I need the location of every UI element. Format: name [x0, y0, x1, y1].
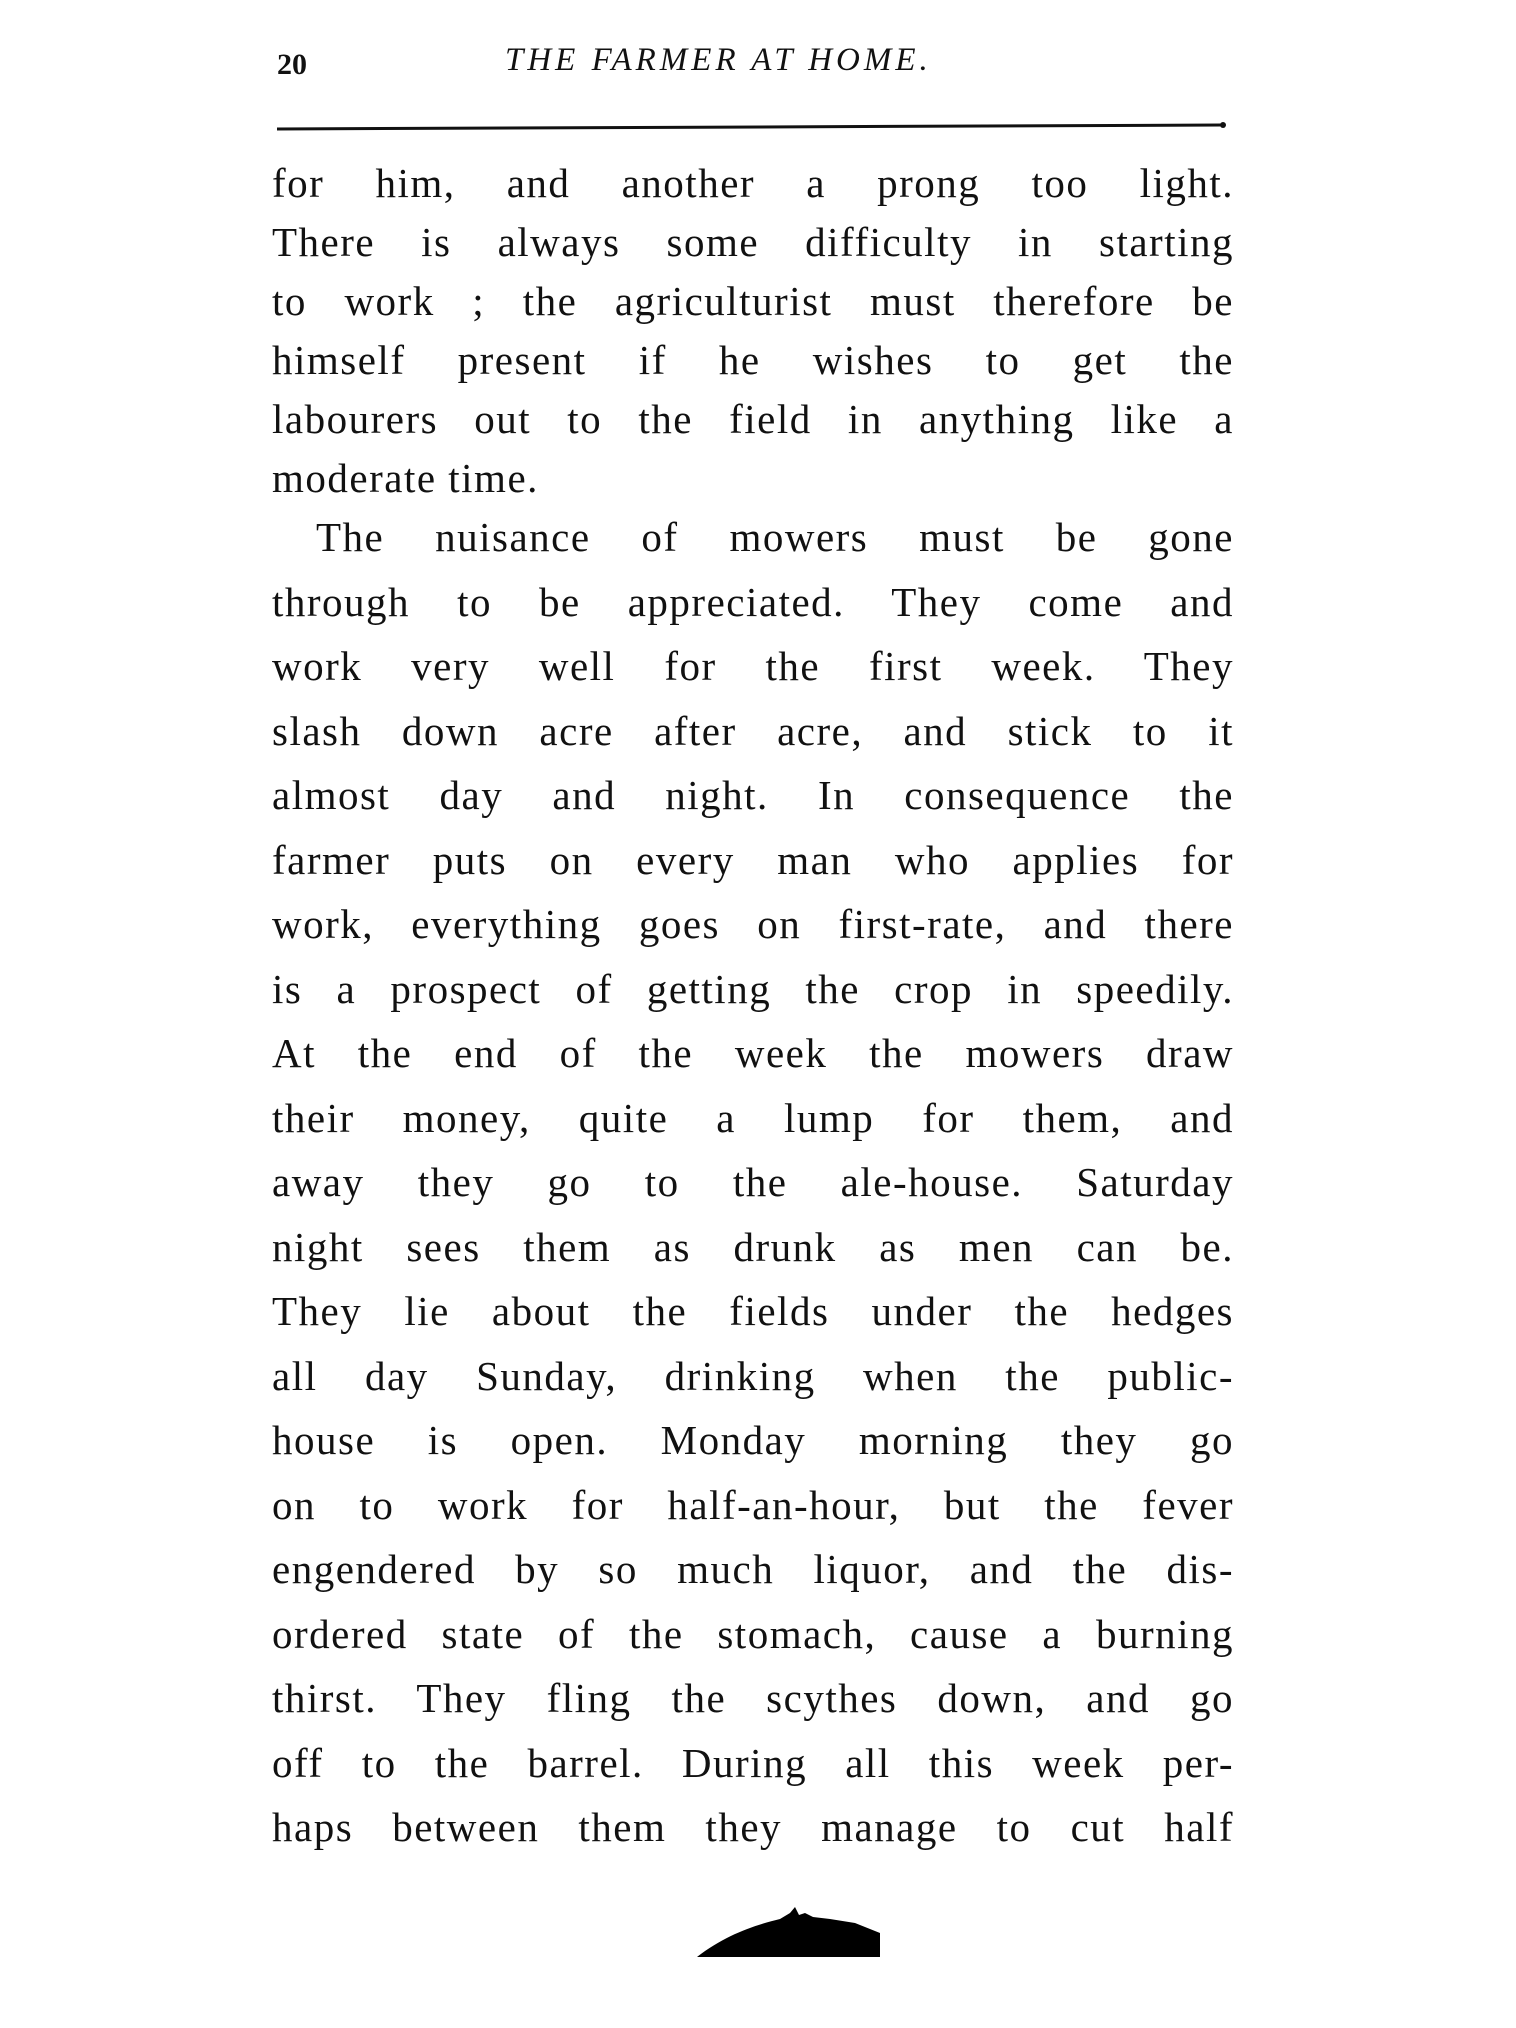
text-line: The nuisance of mowers must be gone	[316, 514, 1234, 560]
text-line: house is open. Monday morning they go	[272, 1417, 1234, 1463]
text-line: through to be appreciated. They come and	[272, 578, 1234, 625]
header-rule	[277, 120, 1227, 132]
text-line: work, everything goes on first-rate, and there	[272, 901, 1234, 947]
ink-blot-mark	[695, 1895, 890, 1970]
text-line: labourers out to the field in anything like a	[272, 396, 1234, 442]
text-line: slash down acre after acre, and stick to it	[272, 707, 1234, 754]
text-line: work very well for the first week. They	[272, 643, 1234, 689]
text-line: They lie about the fields under the hedges	[272, 1288, 1234, 1334]
text-line: to work ; the agriculturist must therefore be	[272, 278, 1234, 324]
page-number: 20	[277, 48, 307, 81]
text-line: farmer puts on every man who applies for	[272, 836, 1234, 883]
text-line: night sees them as drunk as men can be.	[272, 1223, 1234, 1270]
text-line: for him, and another a prong too light.	[272, 160, 1234, 206]
text-line: There is always some difficulty in starting	[272, 219, 1234, 265]
text-line: almost day and night. In consequence the	[272, 772, 1234, 818]
text-line: ordered state of the stomach, cause a burning	[272, 1610, 1234, 1657]
running-title: THE FARMER AT HOME.	[505, 42, 932, 78]
text-line: himself present if he wishes to get the	[272, 337, 1234, 383]
text-line: is a prospect of getting the crop in speedily.	[272, 965, 1234, 1012]
text-line: thirst. They fling the scythes down, and go	[272, 1675, 1234, 1721]
text-line: haps between them they manage to cut half	[272, 1804, 1234, 1850]
text-line: away they go to the ale-house. Saturday	[272, 1159, 1234, 1205]
text-line: moderate time.	[272, 455, 539, 501]
text-line: their money, quite a lump for them, and	[272, 1094, 1234, 1141]
text-line: engendered by so much liquor, and the dis-	[272, 1546, 1234, 1592]
text-line: off to the barrel. During all this week per-	[272, 1739, 1234, 1786]
text-line: At the end of the week the mowers draw	[272, 1030, 1234, 1076]
text-line: all day Sunday, drinking when the public-	[272, 1352, 1234, 1399]
text-line: on to work for half-an-hour, but the fever	[272, 1481, 1234, 1528]
